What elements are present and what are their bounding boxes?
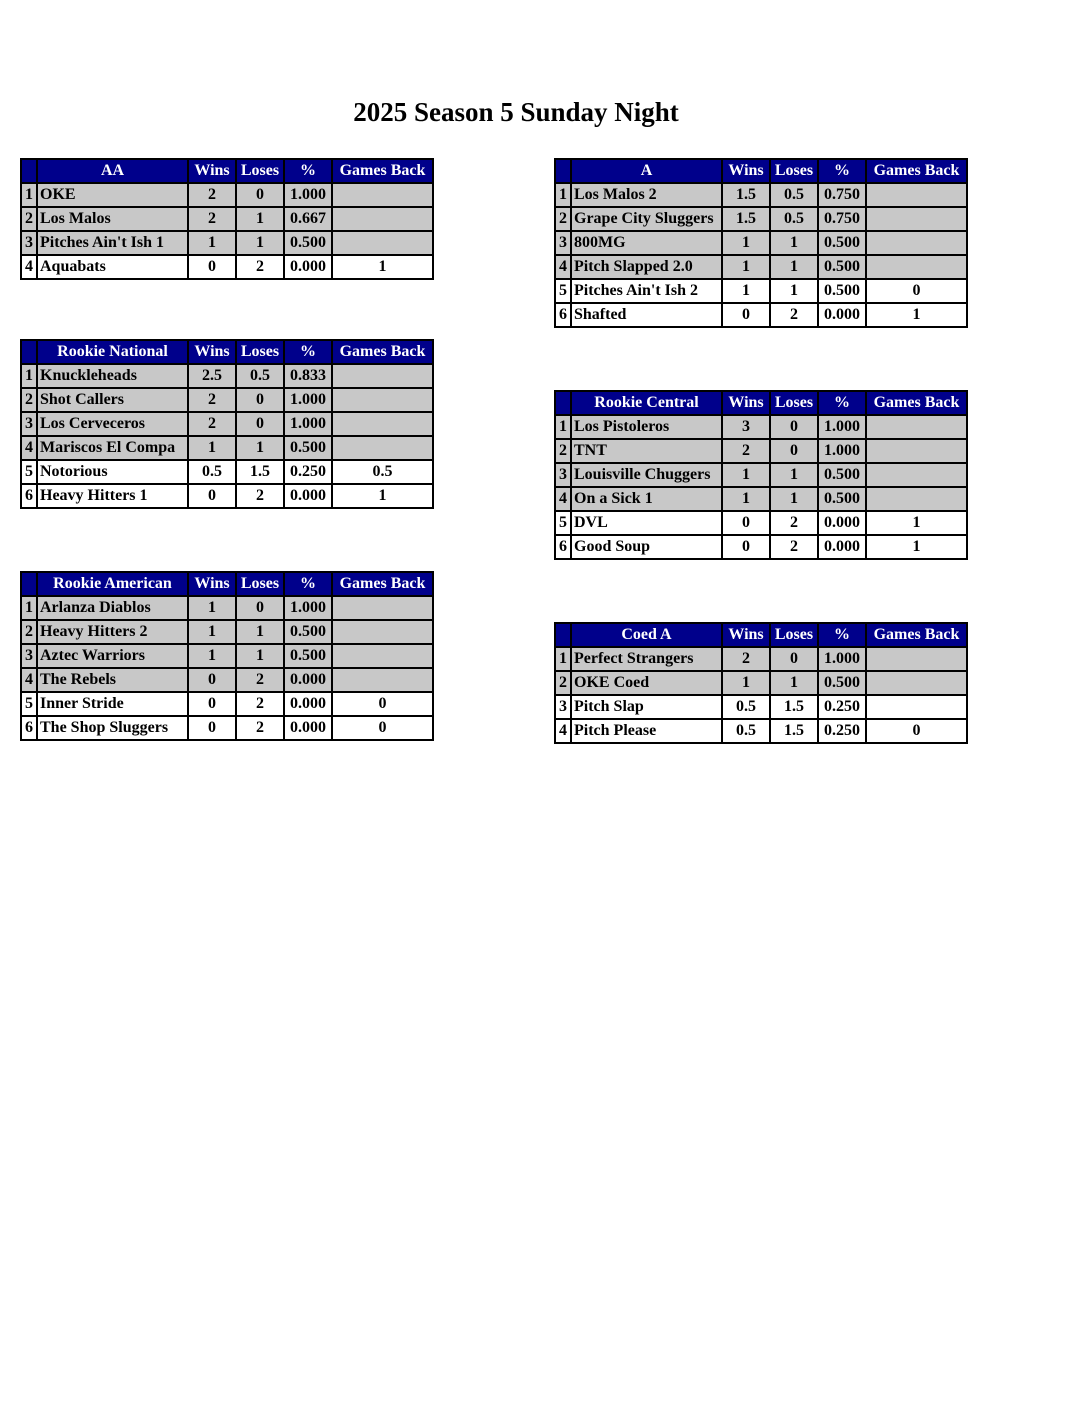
wins-cell: 0 (722, 303, 770, 327)
pct-cell: 0.500 (818, 279, 866, 303)
loses-cell: 1.5 (770, 695, 818, 719)
wins-header: Wins (722, 159, 770, 183)
wins-cell: 0 (188, 484, 236, 508)
standings-table-a (554, 158, 968, 328)
table-row (555, 183, 967, 207)
rank-cell: 3 (21, 412, 37, 436)
pct-cell: 0.500 (284, 620, 332, 644)
team-name: Perfect Strangers (571, 647, 722, 671)
table-row (555, 231, 967, 255)
rank-cell: 4 (21, 436, 37, 460)
rank-cell: 4 (555, 487, 571, 511)
loses-cell: 1 (770, 231, 818, 255)
rank-cell: 5 (555, 279, 571, 303)
loses-cell: 1 (236, 231, 284, 255)
rank-cell: 5 (21, 692, 37, 716)
games-back-cell (332, 231, 433, 255)
pct-cell: 0.000 (818, 303, 866, 327)
table-row (555, 439, 967, 463)
games-back-cell: 0 (332, 692, 433, 716)
page-title: 2025 Season 5 Sunday Night (353, 97, 679, 127)
rank-cell: 1 (21, 183, 37, 207)
games-back-cell (332, 183, 433, 207)
games-back-cell: 1 (866, 303, 967, 327)
table-row (555, 695, 967, 719)
games-back-cell: 1 (332, 484, 433, 508)
games-back-cell: 0.5 (332, 460, 433, 484)
pct-cell: 0.500 (818, 463, 866, 487)
loses-cell: 2 (770, 535, 818, 559)
rank-cell: 4 (555, 255, 571, 279)
team-name: Grape City Sluggers (571, 207, 722, 231)
games-back-cell (866, 415, 967, 439)
games-back-cell (866, 487, 967, 511)
team-name: Pitch Please (571, 719, 722, 743)
wins-cell: 3 (722, 415, 770, 439)
team-name: Heavy Hitters 1 (37, 484, 188, 508)
team-name: Aquabats (37, 255, 188, 279)
table-row (555, 535, 967, 559)
rank-cell: 1 (555, 183, 571, 207)
division-name: AA (37, 159, 188, 183)
wins-cell: 0.5 (188, 460, 236, 484)
standings-table-coed-a (554, 622, 968, 744)
loses-cell: 0 (236, 596, 284, 620)
table-header-row (555, 623, 967, 647)
table-row (555, 511, 967, 535)
pct-cell: 0.000 (284, 716, 332, 740)
games-back-cell (332, 668, 433, 692)
wins-cell: 1.5 (722, 183, 770, 207)
games-back-header: Games Back (332, 572, 433, 596)
games-back-cell (332, 596, 433, 620)
games-back-cell (866, 463, 967, 487)
team-name: Pitch Slapped 2.0 (571, 255, 722, 279)
standings-table-rookie-national (20, 339, 434, 509)
team-name: OKE Coed (571, 671, 722, 695)
games-back-cell: 0 (332, 716, 433, 740)
rank-cell: 1 (555, 415, 571, 439)
wins-cell: 0 (188, 255, 236, 279)
loses-header: Loses (770, 391, 818, 415)
pct-cell: 0.000 (284, 484, 332, 508)
pct-cell: 0.250 (818, 695, 866, 719)
loses-cell: 0.5 (236, 364, 284, 388)
pct-cell: 0.500 (818, 255, 866, 279)
table-row (555, 671, 967, 695)
team-name: The Shop Sluggers (37, 716, 188, 740)
standings-table-aa (20, 158, 434, 280)
loses-cell: 0 (236, 388, 284, 412)
rank-cell: 3 (21, 231, 37, 255)
division-name: Rookie Central (571, 391, 722, 415)
pct-header: % (818, 391, 866, 415)
games-back-cell (332, 364, 433, 388)
team-name: Pitches Ain't Ish 2 (571, 279, 722, 303)
team-name: 800MG (571, 231, 722, 255)
wins-cell: 1 (188, 620, 236, 644)
wins-header: Wins (188, 572, 236, 596)
wins-cell: 1 (722, 279, 770, 303)
loses-cell: 2 (236, 255, 284, 279)
pct-cell: 0.000 (284, 668, 332, 692)
rank-cell: 4 (21, 255, 37, 279)
team-name: Los Cerveceros (37, 412, 188, 436)
games-back-cell (866, 647, 967, 671)
loses-header: Loses (236, 159, 284, 183)
loses-cell: 1.5 (236, 460, 284, 484)
wins-cell: 2 (188, 183, 236, 207)
table-row (555, 719, 967, 743)
loses-cell: 0 (236, 412, 284, 436)
table-row (555, 303, 967, 327)
table-row (555, 487, 967, 511)
games-back-header: Games Back (866, 159, 967, 183)
wins-cell: 2 (188, 207, 236, 231)
wins-cell: 2 (722, 647, 770, 671)
standings-table-rookie-central (554, 390, 968, 560)
rank-header (555, 159, 571, 183)
rank-cell: 2 (555, 207, 571, 231)
pct-cell: 0.500 (284, 644, 332, 668)
games-back-header: Games Back (332, 340, 433, 364)
games-back-cell: 0 (866, 719, 967, 743)
team-name: Pitches Ain't Ish 1 (37, 231, 188, 255)
table-row (21, 436, 433, 460)
team-name: Arlanza Diablos (37, 596, 188, 620)
games-back-cell (332, 436, 433, 460)
wins-cell: 1 (188, 644, 236, 668)
loses-header: Loses (770, 623, 818, 647)
division-name: Rookie American (37, 572, 188, 596)
games-back-cell: 1 (332, 255, 433, 279)
pct-cell: 1.000 (284, 412, 332, 436)
pct-cell: 1.000 (284, 183, 332, 207)
pct-cell: 0.000 (818, 511, 866, 535)
rank-cell: 4 (21, 668, 37, 692)
loses-cell: 1 (770, 279, 818, 303)
team-name: OKE (37, 183, 188, 207)
pct-header: % (818, 159, 866, 183)
rank-cell: 3 (555, 463, 571, 487)
rank-header (555, 623, 571, 647)
loses-cell: 1 (770, 671, 818, 695)
games-back-cell (866, 183, 967, 207)
loses-cell: 0 (770, 439, 818, 463)
games-back-cell (866, 255, 967, 279)
table-row (21, 644, 433, 668)
team-name: The Rebels (37, 668, 188, 692)
table-row (21, 412, 433, 436)
pct-header: % (818, 623, 866, 647)
table-row (555, 255, 967, 279)
wins-cell: 1 (722, 231, 770, 255)
games-back-cell (866, 439, 967, 463)
division-name: Rookie National (37, 340, 188, 364)
table-row (21, 255, 433, 279)
table-row (555, 647, 967, 671)
wins-cell: 2 (188, 412, 236, 436)
team-name: Pitch Slap (571, 695, 722, 719)
team-name: Knuckleheads (37, 364, 188, 388)
loses-cell: 2 (236, 668, 284, 692)
table-row (21, 692, 433, 716)
wins-header: Wins (188, 159, 236, 183)
table-row (555, 279, 967, 303)
table-header-row (21, 159, 433, 183)
wins-cell: 1 (722, 255, 770, 279)
wins-cell: 1 (722, 671, 770, 695)
pct-cell: 0.500 (284, 231, 332, 255)
table-row (21, 620, 433, 644)
standings-table-rookie-american (20, 571, 434, 741)
rank-cell: 2 (555, 671, 571, 695)
table-header-row (555, 391, 967, 415)
table-header-row (555, 159, 967, 183)
team-name: Los Pistoleros (571, 415, 722, 439)
games-back-header: Games Back (332, 159, 433, 183)
team-name: Heavy Hitters 2 (37, 620, 188, 644)
wins-cell: 2 (188, 388, 236, 412)
loses-cell: 2 (236, 692, 284, 716)
rank-cell: 1 (555, 647, 571, 671)
pct-cell: 0.500 (818, 487, 866, 511)
division-name: Coed A (571, 623, 722, 647)
pct-cell: 1.000 (284, 388, 332, 412)
wins-header: Wins (188, 340, 236, 364)
loses-cell: 1 (770, 463, 818, 487)
rank-cell: 3 (555, 695, 571, 719)
games-back-cell (332, 388, 433, 412)
wins-cell: 1.5 (722, 207, 770, 231)
pct-cell: 1.000 (284, 596, 332, 620)
rank-cell: 1 (21, 596, 37, 620)
pct-cell: 0.500 (818, 671, 866, 695)
rank-cell: 4 (555, 719, 571, 743)
pct-header: % (284, 340, 332, 364)
games-back-cell: 0 (866, 279, 967, 303)
wins-cell: 0.5 (722, 695, 770, 719)
rank-header (555, 391, 571, 415)
games-back-cell (332, 412, 433, 436)
loses-cell: 0 (770, 415, 818, 439)
rank-cell: 5 (21, 460, 37, 484)
games-back-cell (866, 671, 967, 695)
team-name: TNT (571, 439, 722, 463)
rank-cell: 3 (21, 644, 37, 668)
pct-cell: 0.250 (818, 719, 866, 743)
wins-header: Wins (722, 391, 770, 415)
table-row (21, 460, 433, 484)
loses-cell: 0 (770, 647, 818, 671)
loses-cell: 2 (236, 716, 284, 740)
table-row (21, 183, 433, 207)
pct-cell: 0.250 (284, 460, 332, 484)
wins-cell: 0 (722, 511, 770, 535)
rank-cell: 6 (21, 484, 37, 508)
table-row (21, 484, 433, 508)
loses-cell: 0 (236, 183, 284, 207)
loses-cell: 2 (236, 484, 284, 508)
table-row (21, 668, 433, 692)
wins-cell: 0 (188, 692, 236, 716)
rank-cell: 5 (555, 511, 571, 535)
games-back-cell (866, 207, 967, 231)
wins-cell: 1 (722, 487, 770, 511)
loses-cell: 1 (236, 644, 284, 668)
games-back-cell (332, 644, 433, 668)
team-name: Notorious (37, 460, 188, 484)
loses-header: Loses (236, 572, 284, 596)
loses-cell: 0.5 (770, 183, 818, 207)
table-row (555, 415, 967, 439)
team-name: Los Malos (37, 207, 188, 231)
wins-cell: 1 (188, 596, 236, 620)
loses-cell: 1 (770, 255, 818, 279)
wins-cell: 2 (722, 439, 770, 463)
wins-cell: 0.5 (722, 719, 770, 743)
rank-cell: 6 (555, 535, 571, 559)
pct-cell: 1.000 (818, 647, 866, 671)
rank-header (21, 572, 37, 596)
loses-cell: 1 (770, 487, 818, 511)
games-back-cell (332, 620, 433, 644)
rank-header (21, 340, 37, 364)
rank-header (21, 159, 37, 183)
wins-cell: 0 (188, 668, 236, 692)
games-back-cell: 1 (866, 535, 967, 559)
rank-cell: 2 (21, 620, 37, 644)
wins-cell: 1 (188, 231, 236, 255)
pct-cell: 0.833 (284, 364, 332, 388)
team-name: Good Soup (571, 535, 722, 559)
table-row (21, 231, 433, 255)
team-name: Los Malos 2 (571, 183, 722, 207)
games-back-cell: 1 (866, 511, 967, 535)
pct-header: % (284, 159, 332, 183)
table-row (21, 364, 433, 388)
pct-cell: 0.000 (284, 692, 332, 716)
games-back-cell (866, 695, 967, 719)
team-name: On a Sick 1 (571, 487, 722, 511)
table-row (555, 207, 967, 231)
pct-header: % (284, 572, 332, 596)
wins-cell: 1 (188, 436, 236, 460)
table-row (21, 388, 433, 412)
pct-cell: 0.000 (818, 535, 866, 559)
wins-cell: 0 (188, 716, 236, 740)
team-name: DVL (571, 511, 722, 535)
team-name: Inner Stride (37, 692, 188, 716)
games-back-header: Games Back (866, 391, 967, 415)
team-name: Aztec Warriors (37, 644, 188, 668)
pct-cell: 0.500 (818, 231, 866, 255)
wins-cell: 0 (722, 535, 770, 559)
rank-cell: 6 (555, 303, 571, 327)
loses-cell: 1 (236, 207, 284, 231)
table-row (21, 207, 433, 231)
loses-cell: 1 (236, 436, 284, 460)
rank-cell: 2 (21, 388, 37, 412)
loses-cell: 1.5 (770, 719, 818, 743)
games-back-cell (866, 231, 967, 255)
wins-cell: 2.5 (188, 364, 236, 388)
pct-cell: 0.750 (818, 207, 866, 231)
loses-cell: 2 (770, 303, 818, 327)
team-name: Louisville Chuggers (571, 463, 722, 487)
division-name: A (571, 159, 722, 183)
table-row (21, 596, 433, 620)
loses-cell: 2 (770, 511, 818, 535)
pct-cell: 1.000 (818, 439, 866, 463)
pct-cell: 0.000 (284, 255, 332, 279)
table-row (555, 463, 967, 487)
pct-cell: 0.667 (284, 207, 332, 231)
team-name: Shafted (571, 303, 722, 327)
games-back-cell (332, 207, 433, 231)
rank-cell: 6 (21, 716, 37, 740)
rank-cell: 2 (21, 207, 37, 231)
team-name: Mariscos El Compa (37, 436, 188, 460)
rank-cell: 3 (555, 231, 571, 255)
games-back-header: Games Back (866, 623, 967, 647)
table-header-row (21, 572, 433, 596)
team-name: Shot Callers (37, 388, 188, 412)
loses-header: Loses (770, 159, 818, 183)
wins-header: Wins (722, 623, 770, 647)
pct-cell: 1.000 (818, 415, 866, 439)
loses-cell: 1 (236, 620, 284, 644)
pct-cell: 0.750 (818, 183, 866, 207)
table-header-row (21, 340, 433, 364)
table-row (21, 716, 433, 740)
rank-cell: 2 (555, 439, 571, 463)
loses-cell: 0.5 (770, 207, 818, 231)
pct-cell: 0.500 (284, 436, 332, 460)
loses-header: Loses (236, 340, 284, 364)
wins-cell: 1 (722, 463, 770, 487)
rank-cell: 1 (21, 364, 37, 388)
